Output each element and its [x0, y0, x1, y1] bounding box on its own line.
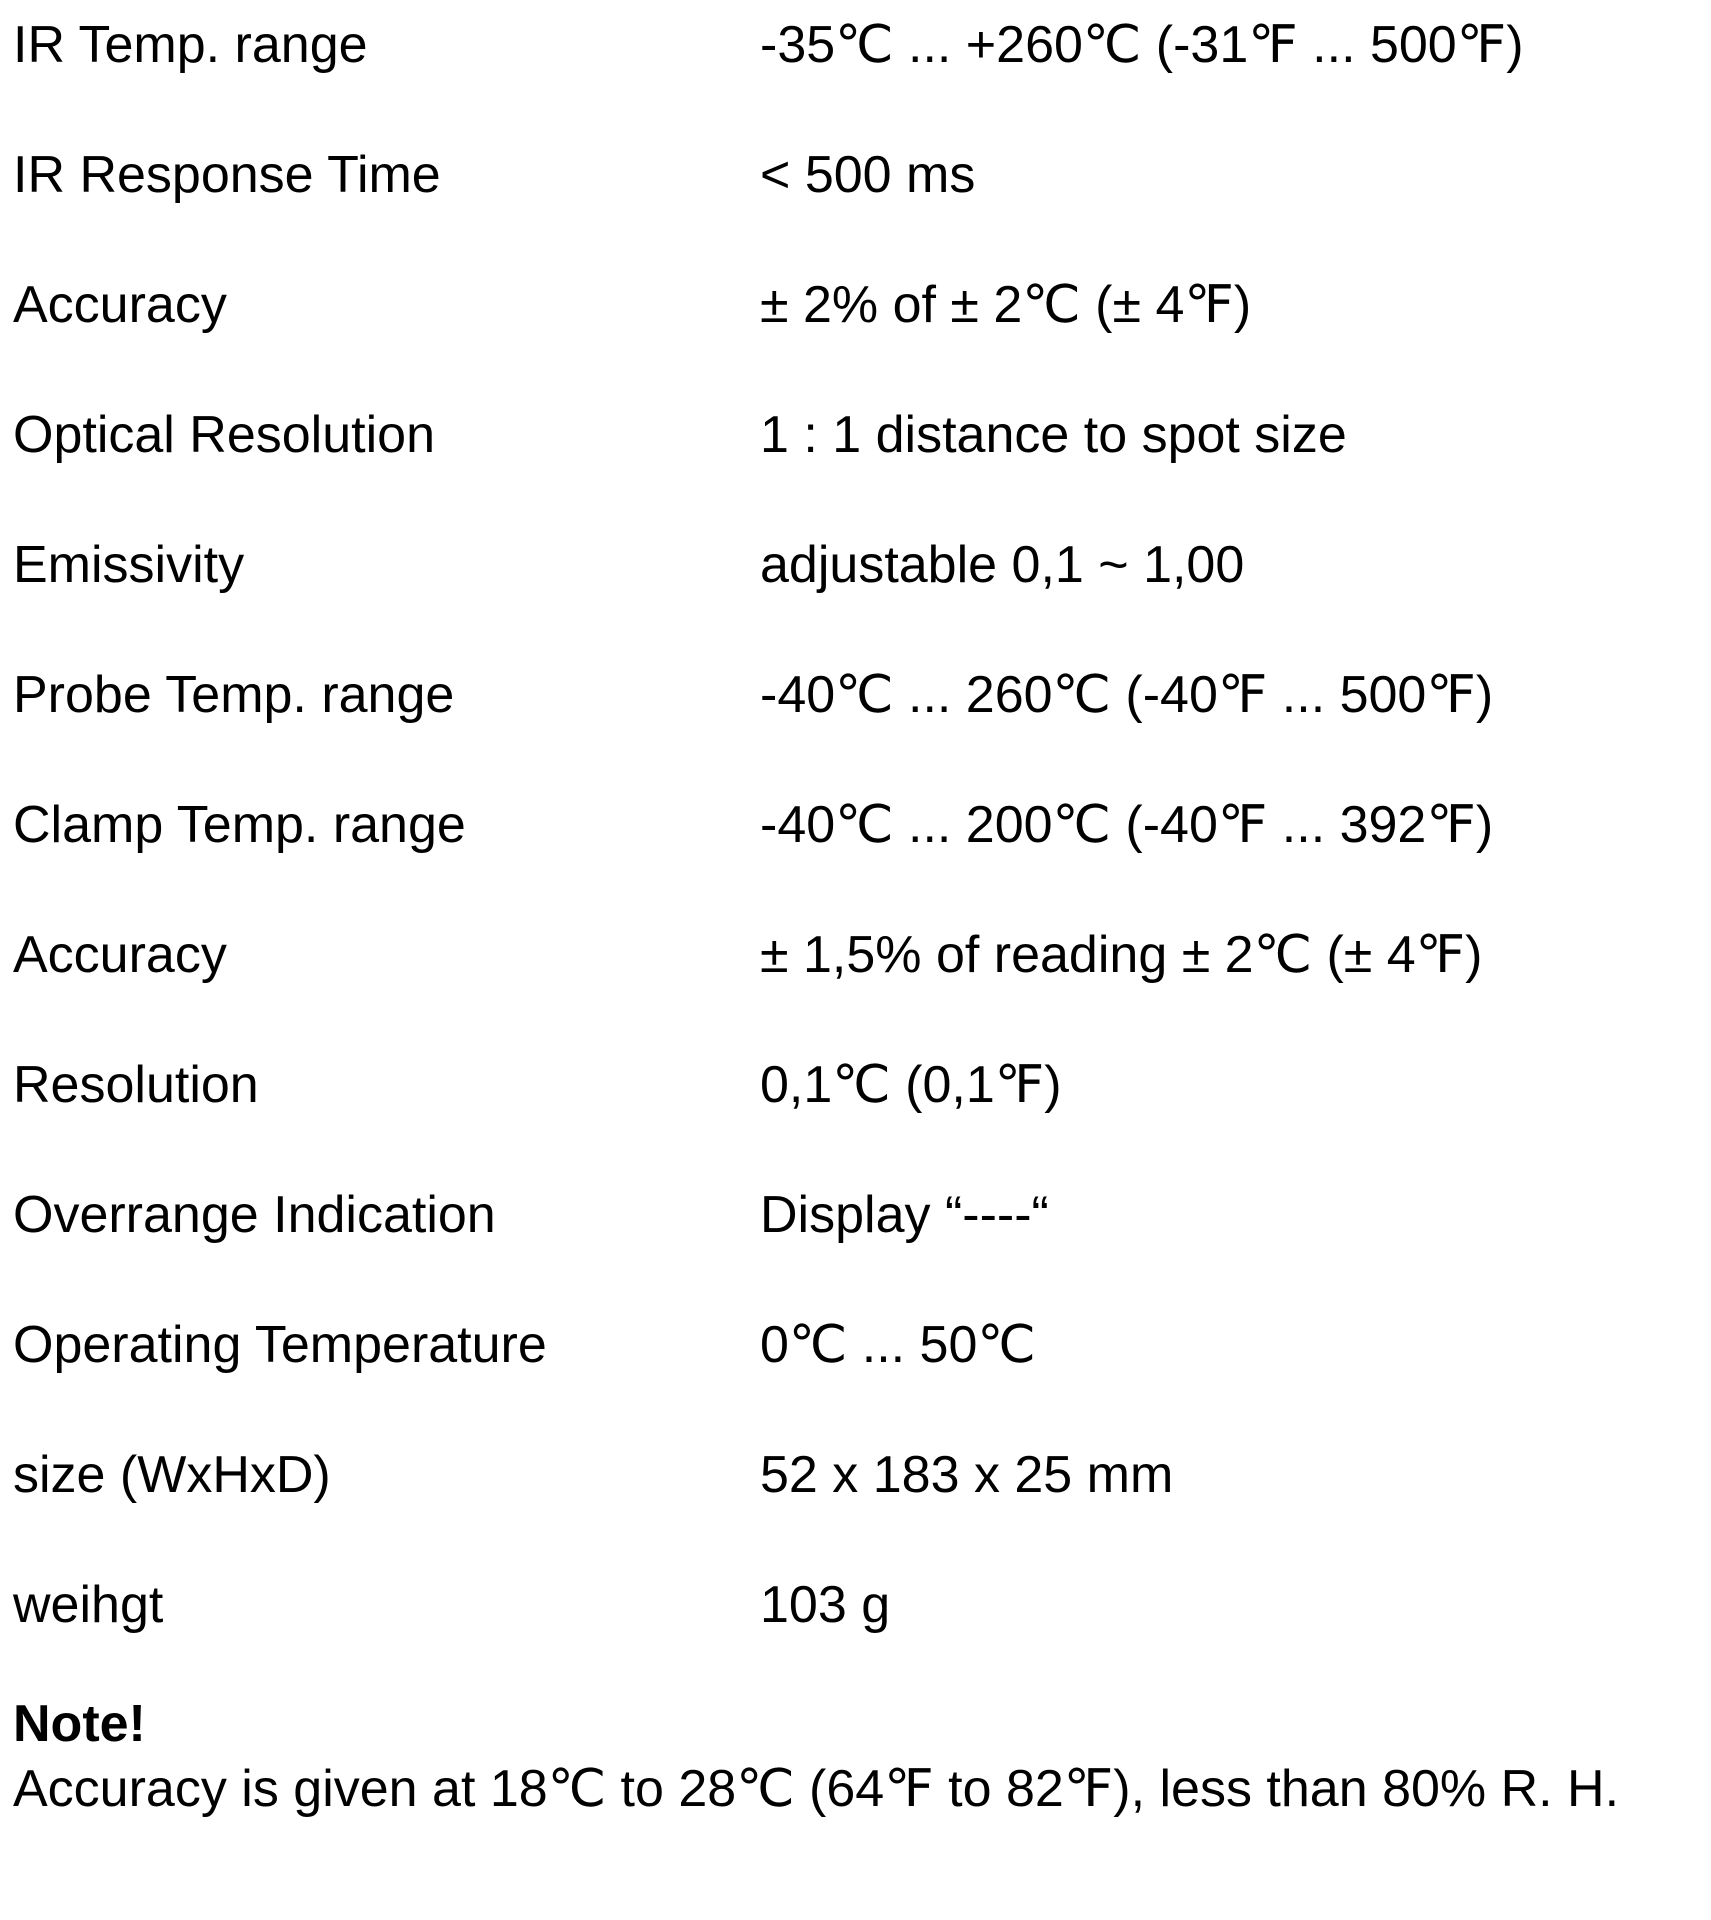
- spec-label: weihgt: [13, 1576, 164, 1634]
- spec-row-clamp-temp-range: [13, 780, 1703, 910]
- spec-value: < 500 ms: [760, 146, 976, 204]
- spec-label: Probe Temp. range: [13, 666, 455, 724]
- spec-value: 0,1℃ (0,1℉): [760, 1056, 1062, 1114]
- spec-value: -35℃ ... +260℃ (-31℉ ... 500℉): [760, 16, 1524, 74]
- spec-value: -40℃ ... 200℃ (-40℉ ... 392℉): [760, 796, 1494, 854]
- spec-value: ± 1,5% of reading ± 2℃ (± 4℉): [760, 926, 1483, 984]
- spec-label: IR Temp. range: [13, 16, 368, 74]
- note-text: Accuracy is given at 18℃ to 28℃ (64℉ to 82℉), less than 80% R. H.: [13, 1760, 1620, 1818]
- spec-row-ir-temp-range: [13, 0, 1703, 130]
- spec-value: Display “----“: [760, 1186, 1049, 1244]
- spec-label: Optical Resolution: [13, 406, 435, 464]
- spec-row-overrange-indication: [13, 1170, 1703, 1300]
- spec-value: 103 g: [760, 1576, 891, 1634]
- spec-row-weight: [13, 1560, 1703, 1690]
- spec-label: Operating Temperature: [13, 1316, 547, 1374]
- spec-row-ir-response-time: [13, 130, 1703, 260]
- spec-row-optical-resolution: [13, 390, 1703, 520]
- spec-value: 1 : 1 distance to spot size: [760, 406, 1347, 464]
- note-title: Note!: [13, 1695, 146, 1753]
- spec-label: Accuracy: [13, 926, 227, 984]
- spec-row-operating-temperature: [13, 1300, 1703, 1430]
- spec-row-size: [13, 1430, 1703, 1560]
- spec-table: [13, 0, 1703, 1690]
- spec-label: IR Response Time: [13, 146, 441, 204]
- spec-value: ± 2% of ± 2℃ (± 4℉): [760, 276, 1252, 334]
- spec-label: size (WxHxD): [13, 1446, 331, 1504]
- spec-value: 52 x 183 x 25 mm: [760, 1446, 1174, 1504]
- spec-label: Accuracy: [13, 276, 227, 334]
- spec-label: Resolution: [13, 1056, 259, 1114]
- spec-label: Clamp Temp. range: [13, 796, 466, 854]
- spec-row-resolution: [13, 1040, 1703, 1170]
- spec-row-probe-accuracy: [13, 910, 1703, 1040]
- spec-value: adjustable 0,1 ~ 1,00: [760, 536, 1245, 594]
- spec-row-emissivity: [13, 520, 1703, 650]
- spec-row-probe-temp-range: [13, 650, 1703, 780]
- spec-label: Emissivity: [13, 536, 245, 594]
- spec-label: Overrange Indication: [13, 1186, 496, 1244]
- note-block: [13, 1692, 1688, 1822]
- spec-value: 0℃ ... 50℃: [760, 1316, 1036, 1374]
- spec-value: -40℃ ... 260℃ (-40℉ ... 500℉): [760, 666, 1494, 724]
- spec-row-ir-accuracy: [13, 260, 1703, 390]
